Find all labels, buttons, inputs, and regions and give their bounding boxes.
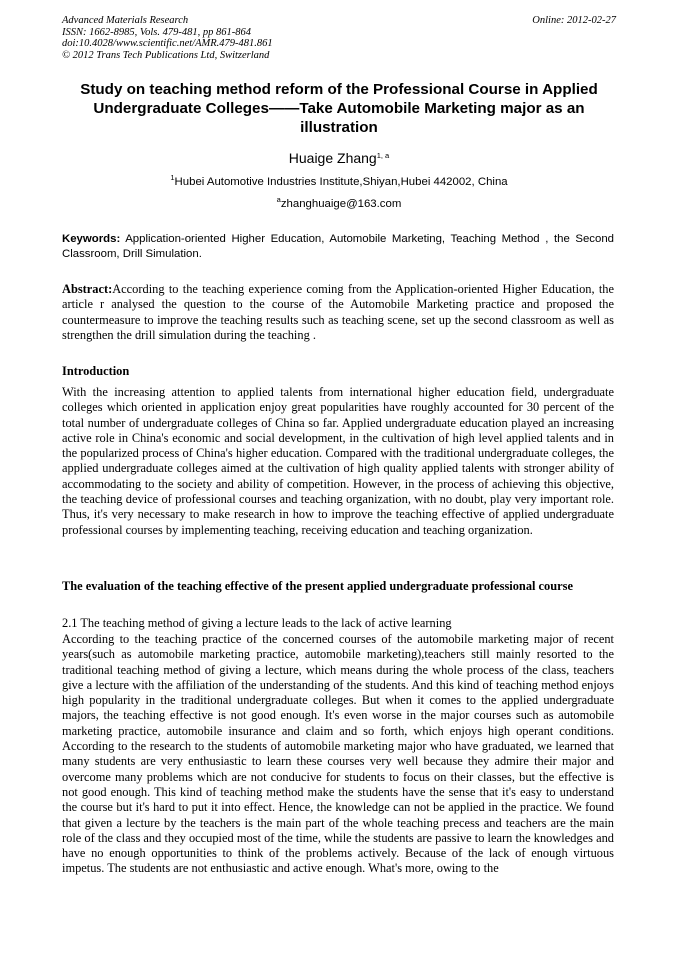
abstract-text: According to the teaching experience coming from the Application-oriented Higher Education, the article r analysed the question to the course of the Automobile Marketing practice and proposed the countermeasure to improve the teaching results such as teaching scene, set up the second classroom as well as strengthen the drill simulation during the teaching . — [62, 282, 614, 342]
keywords-block — [62, 232, 614, 262]
keywords-label: Keywords: — [62, 233, 121, 245]
journal-header — [62, 15, 616, 61]
subsection-2-1-paragraph: According to the teaching practice of the concerned courses of the automobile marketing major of recent years(such as automobile marketing practice, automobile marketing),teachers still mainly resorted to the traditional teaching method of giving a lecture, which means during the whole process of the class, teachers give a lecture with the affiliation of the understanding of the students. And this kind of teaching method enjoys high popularity in the traditional undergraduate colleges. But when it comes to the applied undergraduate majors, the teaching effective is not good enough. It's even worse in the major courses such as automobile marketing practice, automobile insurance and claim and so forth, which enjoys high operant conditions. According to the research to the students of automobile marketing major who have graduated, we learned that many students are very enthusiastic to learn these courses very well because they admire their major and overcome many problems which are not conducive for students to focus on their classes, but the effective is not good enough. This kind of teaching method make the students have the sense that it's easy to understand the course but it's hard to put it into effect. Hence, the knowledge can not be applied in the practice. We found that given a lecture by the teachers is the main part of the whole teaching precess and teachers are the main role of the class and they occupied most of the time, while the students are passive to learn the knowledges and have no enough opportunities to think of the problems actively. Because of the lack of enough virtuous impetus. The students are not enthusiastic and active enough. What's more, owing to the — [62, 632, 614, 876]
affiliation-line — [0, 175, 678, 189]
copyright-line: © 2012 Trans Tech Publications Ltd, Switzerland — [62, 49, 270, 61]
issn-line: ISSN: 1662-8985, Vols. 479-481, pp 861-864 — [62, 26, 251, 38]
evaluation-heading: The evaluation of the teaching effective of the present applied undergraduate professional course — [62, 579, 573, 593]
author-line — [0, 149, 678, 167]
doi-line: doi:10.4028/www.scientific.net/AMR.479-481.861 — [62, 38, 273, 49]
email-address: zhanghuaige@163.com — [280, 198, 402, 210]
paper-title: Study on teaching method reform of the Professional Course in Applied Undergraduate Colleges——Take Automobile Marketing major as an illustration — [80, 81, 598, 136]
email-line — [0, 197, 678, 211]
subsection-2-1-heading: 2.1 The teaching method of giving a lecture leads to the lack of active learning — [62, 616, 452, 630]
affiliation-superscript: 1 — [170, 173, 175, 182]
introduction-paragraph: With the increasing attention to applied talents from international higher education field, undergraduate colleges which oriented in application enjoy great popularities have roughly accounted for 30 percent of the total number of undergraduate colleges of China so far. Applied undergraduate education played an increasing active role in China's economic and social development, in the cultivation of high level applied talents and in the popularized process of China's higher education. Compared with the traditional undergraduate colleges, the applied undergraduate colleges aimed at the cultivation of high quality applied talents with stronger ability of accommodating to the society and ability of competition. However, in the process of achieving this objective, the teaching device of professional courses and teaching organization, with no doubt, play very important role. Thus, it's very necessary to make research in how to improve the teaching effective of applied undergraduate professional courses by implementing teaching, receiving education and teaching organization. — [62, 385, 614, 537]
affiliation-text: Hubei Automotive Industries Institute,Shiyan,Hubei 442002, China — [174, 176, 508, 188]
journal-name: Advanced Materials Research — [62, 15, 189, 26]
abstract-label: Abstract: — [62, 282, 113, 296]
online-date: Online: 2012-02-27 — [532, 15, 616, 26]
introduction-heading: Introduction — [62, 364, 130, 378]
email-superscript: a — [276, 195, 281, 204]
keywords-text: Application-oriented Higher Education, Automobile Marketing, Teaching Method , the Second Classroom, Drill Simulation. — [62, 233, 614, 260]
author-superscript: 1, a — [376, 151, 390, 160]
author-name: Huaige Zhang — [288, 150, 377, 166]
abstract-block — [62, 282, 614, 343]
